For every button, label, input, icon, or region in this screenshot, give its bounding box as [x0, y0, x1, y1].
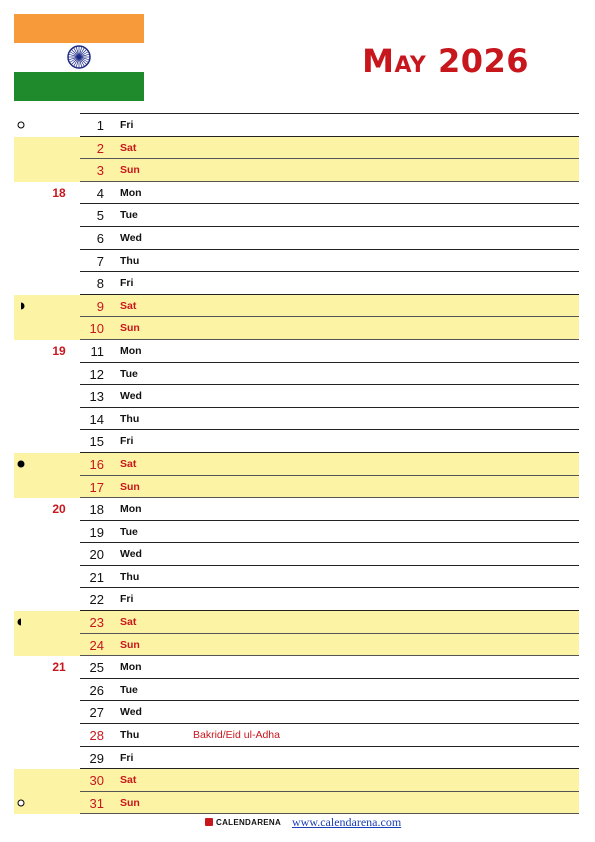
moon-phase-last-quarter-icon	[17, 302, 25, 310]
day-number: 27	[89, 705, 104, 721]
day-list	[0, 114, 595, 814]
day-of-week: Fri	[120, 593, 134, 606]
moon-phase-full-icon	[17, 121, 25, 129]
row-background	[80, 566, 579, 589]
day-number: 2	[96, 140, 104, 156]
day-number: 5	[96, 208, 104, 224]
day-row	[0, 769, 595, 792]
row-background	[80, 498, 579, 521]
india-flag	[14, 14, 144, 101]
row-background	[80, 792, 579, 815]
day-of-week: Thu	[120, 254, 140, 267]
row-background	[80, 701, 579, 724]
row-background	[80, 385, 579, 408]
day-of-week: Fri	[120, 277, 134, 290]
day-number: 15	[89, 434, 104, 450]
day-row	[0, 385, 595, 408]
day-row	[0, 566, 595, 589]
holiday-label: Bakrid/Eid ul-Adha	[193, 729, 280, 742]
day-number: 8	[96, 276, 104, 292]
day-of-week: Sat	[120, 616, 137, 629]
day-number: 4	[96, 185, 104, 201]
row-background	[80, 453, 579, 476]
day-row	[0, 521, 595, 544]
day-of-week: Sun	[120, 480, 140, 493]
day-row	[0, 543, 595, 566]
day-row	[0, 430, 595, 453]
row-background	[80, 476, 579, 499]
row-background	[80, 656, 579, 679]
day-row	[0, 363, 595, 386]
day-number: 12	[89, 366, 104, 382]
day-of-week: Tue	[120, 367, 138, 380]
row-background	[80, 588, 579, 611]
brand-logo	[205, 817, 281, 829]
moon-phase-first-quarter-icon	[17, 618, 25, 626]
weekend-margin-highlight	[14, 317, 80, 340]
weekend-margin-highlight	[14, 769, 80, 792]
day-number: 31	[89, 795, 104, 811]
row-background	[80, 340, 579, 363]
day-of-week: Sun	[120, 164, 140, 177]
day-of-week: Fri	[120, 119, 134, 131]
week-number: 21	[52, 660, 66, 675]
day-of-week: Wed	[120, 231, 142, 244]
row-background	[80, 363, 579, 386]
day-of-week: Thu	[120, 412, 140, 425]
row-background	[80, 137, 579, 160]
day-of-week: Mon	[120, 503, 142, 516]
weekend-margin-highlight	[14, 137, 80, 160]
year-title: 2026	[437, 42, 529, 80]
day-row	[0, 453, 595, 476]
day-of-week: Sun	[120, 638, 140, 651]
day-row	[0, 724, 595, 747]
day-of-week: Tue	[120, 525, 138, 538]
day-of-week: Sun	[120, 322, 140, 335]
row-background	[80, 159, 579, 182]
day-row	[0, 701, 595, 724]
day-of-week: Wed	[120, 548, 142, 561]
day-row	[0, 250, 595, 273]
week-number: 19	[52, 343, 66, 358]
day-row	[0, 340, 595, 363]
day-of-week: Fri	[120, 751, 134, 764]
week-number: 20	[52, 502, 66, 517]
day-number: 10	[89, 321, 104, 337]
day-number: 13	[89, 389, 104, 405]
day-number: 9	[96, 298, 104, 314]
day-row	[0, 588, 595, 611]
day-number: 30	[89, 773, 104, 789]
weekend-margin-highlight	[14, 634, 80, 657]
day-of-week: Sun	[120, 796, 140, 809]
calendar-logo-icon	[205, 818, 213, 826]
day-number: 26	[89, 682, 104, 698]
day-row	[0, 114, 595, 137]
day-row	[0, 137, 595, 160]
day-of-week: Tue	[120, 683, 138, 696]
day-number: 11	[90, 343, 104, 359]
brand-name: CALENDARENA	[216, 818, 282, 827]
day-number: 22	[89, 592, 104, 608]
day-row	[0, 656, 595, 679]
day-number: 6	[96, 230, 104, 246]
row-background	[80, 272, 579, 295]
day-row	[0, 227, 595, 250]
day-of-week: Sat	[120, 457, 137, 470]
row-background	[80, 317, 579, 340]
weekend-margin-highlight	[14, 476, 80, 499]
footer	[0, 817, 595, 831]
row-background	[80, 408, 579, 431]
row-background	[80, 204, 579, 227]
day-number: 20	[89, 547, 104, 563]
day-of-week: Wed	[120, 706, 142, 719]
day-of-week: Wed	[120, 390, 142, 403]
day-number: 17	[89, 479, 104, 495]
day-of-week: Mon	[120, 186, 142, 199]
row-background	[80, 543, 579, 566]
day-number: 16	[89, 456, 104, 472]
ashoka-chakra-icon	[66, 44, 92, 70]
day-number: 29	[89, 750, 104, 766]
day-of-week: Sat	[120, 299, 137, 312]
day-row	[0, 747, 595, 770]
day-row	[0, 408, 595, 431]
day-number: 3	[96, 163, 104, 179]
day-number: 28	[89, 728, 104, 744]
row-background	[80, 634, 579, 657]
row-background	[80, 295, 579, 318]
day-row	[0, 498, 595, 521]
week-number: 18	[52, 185, 66, 200]
day-number: 23	[89, 615, 104, 631]
row-background	[80, 769, 579, 792]
day-number: 7	[96, 253, 104, 269]
day-row	[0, 295, 595, 318]
page-title	[362, 42, 529, 80]
day-row	[0, 182, 595, 205]
row-background	[80, 182, 579, 205]
day-of-week: Sat	[120, 774, 137, 787]
day-number: 25	[89, 660, 104, 676]
website-link[interactable]: www.calendarena.com	[292, 815, 402, 829]
day-number: 24	[89, 637, 104, 653]
moon-phase-new-icon	[17, 460, 25, 468]
day-of-week: Tue	[120, 209, 138, 222]
day-row	[0, 159, 595, 182]
day-row	[0, 317, 595, 340]
day-number: 14	[89, 411, 104, 427]
day-number: 18	[89, 502, 104, 518]
day-row	[0, 476, 595, 499]
row-background	[80, 250, 579, 273]
day-number: 1	[96, 118, 104, 133]
row-background	[80, 679, 579, 702]
day-row	[0, 634, 595, 657]
row-background	[80, 724, 579, 747]
moon-phase-full-icon	[17, 799, 25, 807]
day-of-week: Sat	[120, 141, 137, 154]
row-background	[80, 430, 579, 453]
day-row	[0, 792, 595, 815]
row-background	[80, 227, 579, 250]
day-row	[0, 204, 595, 227]
day-of-week: Fri	[120, 435, 134, 448]
row-background	[80, 747, 579, 770]
day-of-week: Thu	[120, 729, 140, 742]
day-row	[0, 679, 595, 702]
month-title: May	[362, 42, 427, 80]
day-of-week: Thu	[120, 570, 140, 583]
day-number: 19	[89, 524, 104, 540]
row-background	[80, 611, 579, 634]
row-background	[80, 521, 579, 544]
day-of-week: Mon	[120, 661, 142, 674]
weekend-margin-highlight	[14, 159, 80, 182]
flag-green-band	[14, 72, 144, 101]
row-background	[80, 114, 579, 137]
day-row	[0, 611, 595, 634]
day-of-week: Mon	[120, 344, 142, 357]
day-row	[0, 272, 595, 295]
day-number: 21	[89, 569, 104, 585]
flag-saffron-band	[14, 14, 144, 43]
